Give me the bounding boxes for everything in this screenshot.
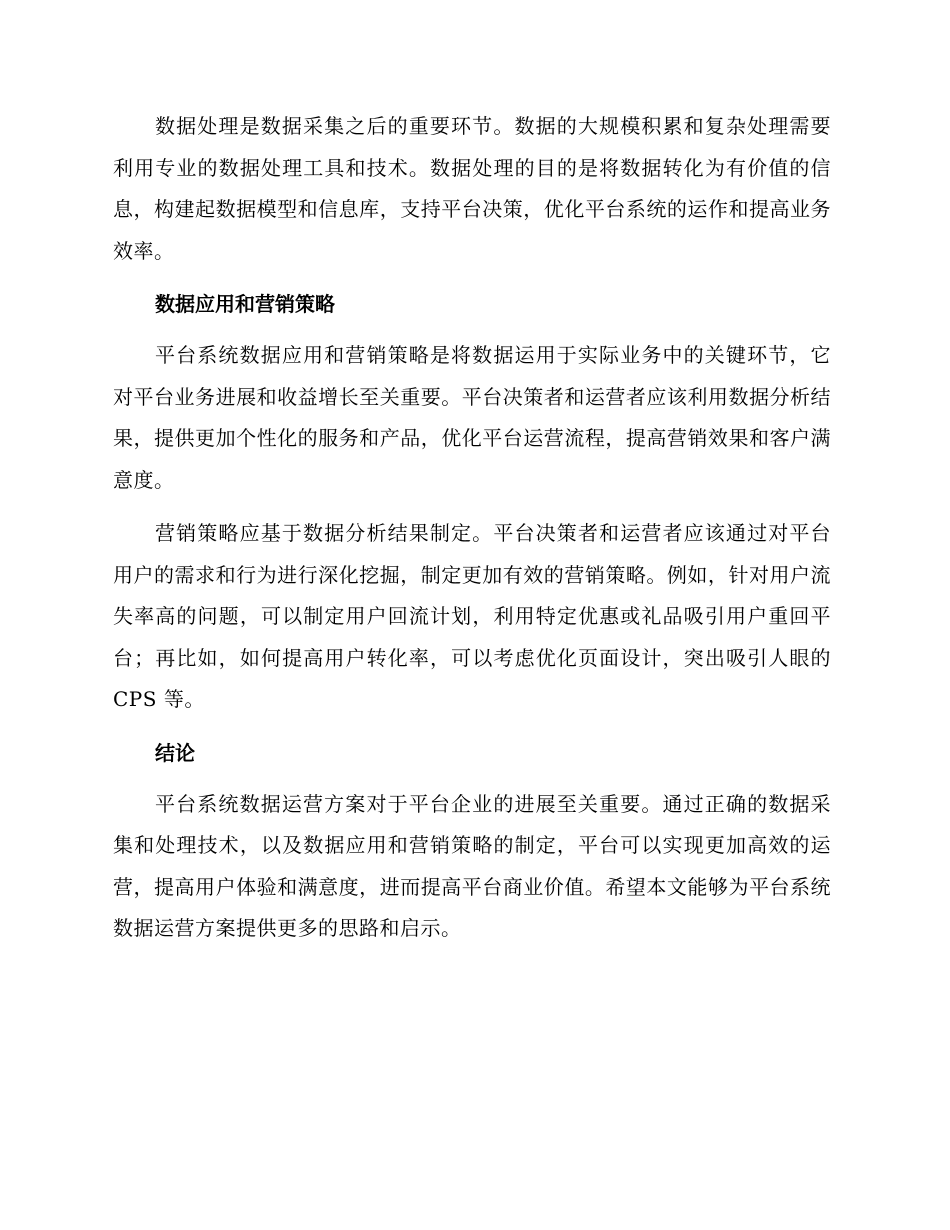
paragraph-conclusion: 平台系统数据运营方案对于平台企业的进展至关重要。通过正确的数据采集和处理技术，以及数据应用和营销策略的制定，平台可以实现更加高效的运营，提高用户体验和满意度，进而提高平台商业价值。希望本文能够为平台系统数据运营方案提供更多的思路和启示。: [113, 791, 831, 940]
paragraph-data-application: 平台系统数据应用和营销策略是将数据运用于实际业务中的关键环节，它对平台业务进展和收益增长至关重要。平台决策者和运营者应该利用数据分析结果，提供更加个性化的服务和产品，优化平台运营流程，提高营销效果和客户满意度。: [113, 343, 831, 492]
section-heading-conclusion: 结论: [155, 740, 195, 765]
document-page: [113, 106, 831, 962]
paragraph-marketing-strategy: 营销策略应基于数据分析结果制定。平台决策者和运营者应该通过对平台用户的需求和行为进行深化挖掘，制定更加有效的营销策略。例如，针对用户流失率高的问题，可以制定用户回流计划，利用特定优惠或礼品吸引用户重回平台；再比如，如何提高用户转化率，可以考虑优化页面设计，突出吸引人眼的 CPS 等。: [113, 521, 831, 711]
section-heading-data-application: 数据应用和营销策略: [155, 292, 335, 316]
paragraph-data-processing: 数据处理是数据采集之后的重要环节。数据的大规模积累和复杂处理需要利用专业的数据处理工具和技术。数据处理的目的是将数据转化为有价值的信息，构建起数据模型和信息库，支持平台决策，优化平台系统的运作和提高业务效率。: [113, 114, 831, 263]
